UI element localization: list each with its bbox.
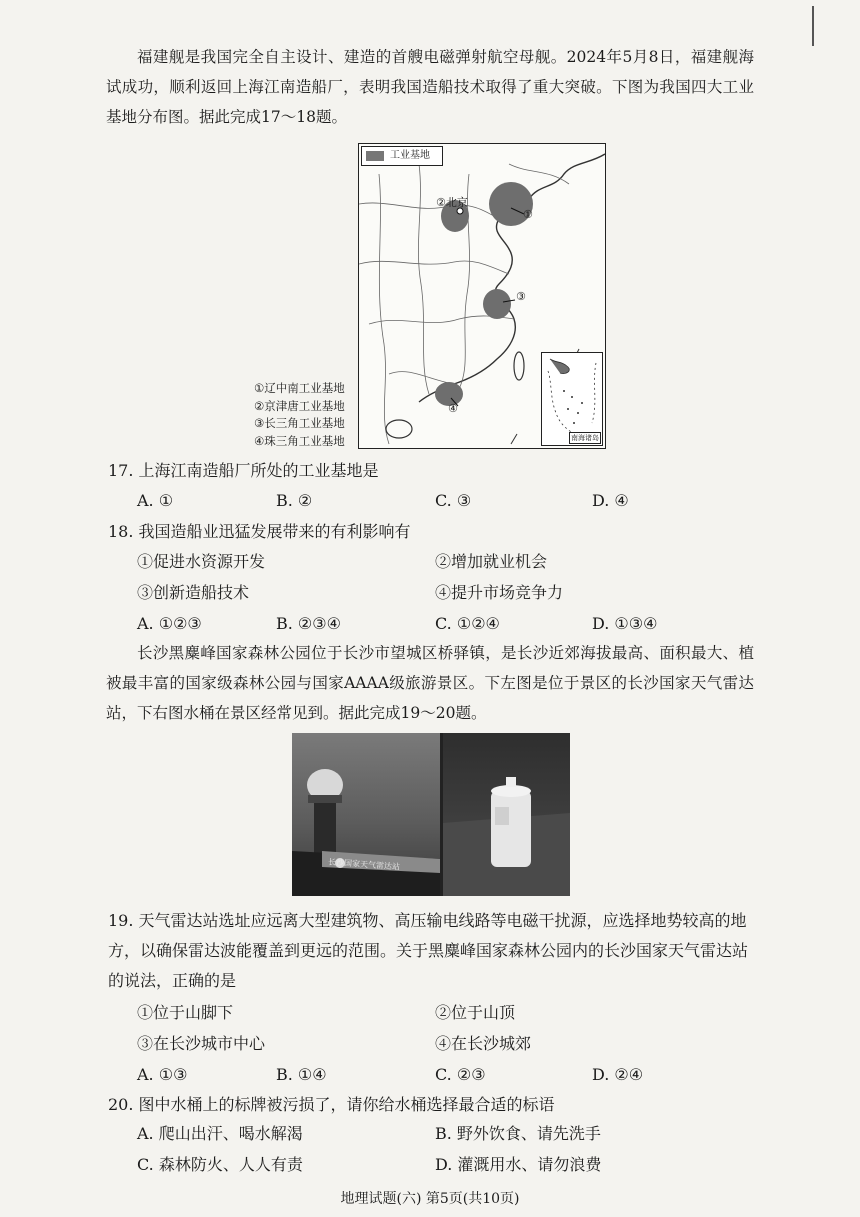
- q19-item-2: ②位于山顶: [435, 1003, 516, 1022]
- base-list: [254, 380, 358, 450]
- q19-option-a: A. ①③: [137, 1065, 188, 1084]
- question-18-stem: 18. 我国造船业迅猛发展带来的有利影响有: [108, 522, 411, 541]
- q18-item-1: ①促进水资源开发: [137, 552, 266, 571]
- marker-3: ③: [516, 290, 526, 303]
- intro-paragraph-2: 长沙黑麋峰国家森林公园位于长沙市望城区桥驿镇，是长沙近郊海拔最高、面积最大、植被最丰富的国家级森林公园与国家AAAA级旅游景区。下左图是位于景区的长沙国家天气雷达站，下右图水桶在景区经常见到。据此完成19～20题。: [106, 644, 754, 722]
- marker-4: ④: [448, 402, 458, 415]
- base-changsanjiao: [483, 289, 511, 319]
- question-18: [108, 517, 756, 547]
- q18-option-d: D. ①③④: [592, 614, 658, 633]
- hainan-island: [386, 420, 412, 438]
- question-20-stem: 20. 图中水桶上的标牌被污损了，请你给水桶选择最合适的标语: [108, 1095, 555, 1114]
- industrial-base-map: [358, 143, 606, 449]
- intro-paragraph-1: 福建舰是我国完全自主设计、建造的首艘电磁弹射航空母舰。2024年5月8日，福建舰海试成功，顺利返回上海江南造船厂，表明我国造船技术取得了重大突破。下图为我国四大工业基地分布图。据此完成17～18题。: [106, 48, 754, 126]
- q20-option-d: D. 灌溉用水、请勿浪费: [435, 1155, 602, 1174]
- taiwan-island: [514, 352, 524, 380]
- q18-item-4: ④提升市场竞争力: [435, 583, 564, 602]
- water-bucket-photo: [443, 733, 570, 896]
- question-20: [108, 1090, 756, 1120]
- question-19: [108, 906, 756, 996]
- legend-label: 工业基地: [390, 150, 430, 161]
- radar-station-photo: [292, 733, 440, 896]
- base-list-item: ④珠三角工业基地: [254, 433, 345, 448]
- photo-pair: [292, 733, 570, 896]
- q19-option-b: B. ①④: [276, 1065, 327, 1084]
- q17-option-c: C. ③: [435, 491, 472, 510]
- q18-option-c: C. ①②④: [435, 614, 500, 633]
- q18-item-2: ②增加就业机会: [435, 552, 548, 571]
- beijing-label: ②北京: [436, 196, 468, 209]
- q19-option-c: C. ②③: [435, 1065, 486, 1084]
- scan-edge-line: [812, 6, 814, 46]
- question-17-stem: 17. 上海江南造船厂所处的工业基地是: [108, 461, 379, 480]
- q19-item-1: ①位于山脚下: [137, 1003, 234, 1022]
- base-list-item: ②京津唐工业基地: [254, 398, 345, 413]
- q20-option-c: C. 森林防火、人人有责: [137, 1155, 303, 1174]
- q18-item-3: ③创新造船技术: [137, 583, 250, 602]
- question-17: [108, 456, 756, 486]
- page-footer: 地理试题(六) 第5页(共10页): [340, 1191, 520, 1207]
- q17-option-d: D. ④: [592, 491, 629, 510]
- question-19-stem: 19. 天气雷达站选址应远离大型建筑物、高压输电线路等电磁干扰源，应选择地势较高的地方，以确保雷达波能覆盖到更远的范围。关于黑麋峰国家森林公园内的长沙国家天气雷达站的说法，正确的是: [108, 911, 749, 990]
- radar-sign-text: 长沙国家天气雷达站: [327, 857, 401, 872]
- q19-item-4: ④在长沙城郊: [435, 1034, 532, 1053]
- south-china-sea-inset: [541, 352, 603, 446]
- q19-option-d: D. ②④: [592, 1065, 644, 1084]
- base-list-item: ③长三角工业基地: [254, 416, 345, 430]
- q18-option-b: B. ②③④: [276, 614, 341, 633]
- base-list-item: ①辽中南工业基地: [254, 381, 345, 395]
- inset-label: 南海诸岛: [571, 434, 599, 442]
- q17-option-a: A. ①: [137, 491, 174, 510]
- q17-option-b: B. ②: [276, 491, 313, 510]
- map-legend: [361, 146, 443, 166]
- q19-item-3: ③在长沙城市中心: [137, 1034, 266, 1053]
- q20-option-a: A. 爬山出汗、喝水解渴: [137, 1124, 303, 1143]
- legend-swatch: [366, 151, 384, 161]
- q20-option-b: B. 野外饮食、请先洗手: [435, 1124, 601, 1143]
- marker-1: ①: [523, 208, 533, 221]
- q18-option-a: A. ①②③: [137, 614, 202, 633]
